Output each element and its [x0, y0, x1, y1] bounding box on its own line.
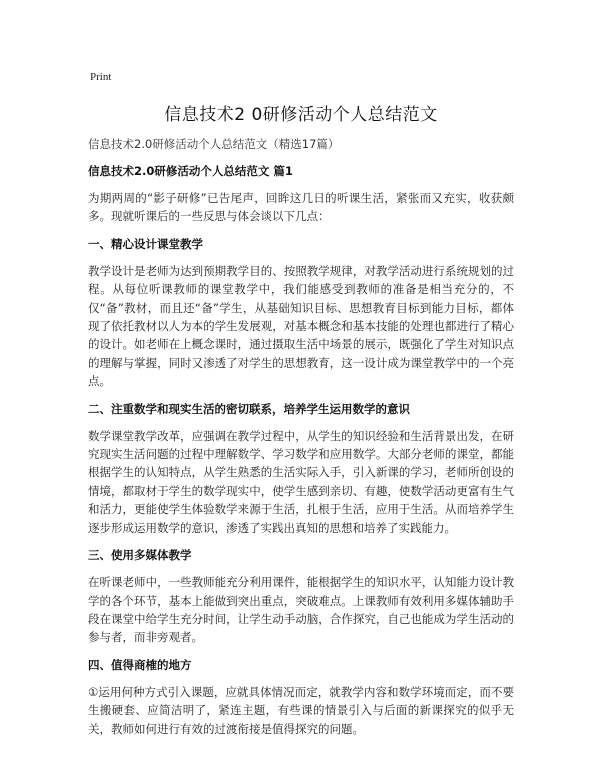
- section-heading-1: 一、精心设计课堂教学: [88, 236, 203, 251]
- section-heading-3: 三、使用多媒体教学: [88, 548, 192, 563]
- subtitle: 信息技术2.0研修活动个人总结范文（精选17篇）: [88, 137, 340, 151]
- section-body-1: 教学设计是老师为达到预期教学目的、按照教学规律，对教学活动进行系统规划的过程。从每位听课教师的课堂教学中，我们能感受到教师的准备是相当充分的，不仅“备”教材，而且还“备”学生，从基础知识目标、思想教育目标到能力目标，都体现了依托教材以人为本的学生发展观，对基本概念和基本技能的处理也都进行了精心的设计。如老师在上概念课时，通过摄取生活中场景的展示，既强化了学生对知识点的理解与掌握，同时又渗透了对学生的思想教育，这一设计成为课堂教学中的一个亮点。: [88, 263, 514, 389]
- print-label: Print: [90, 71, 112, 83]
- section-body-3: 在听课老师中，一些教师能充分利用课件，能根据学生的知识水平，认知能力设计教学的各个环节，基本上能做到突出重点，突破难点。上课教师有效利用多媒体辅助手段在课堂中给学生充分时间，让学生动手动脑，合作探究，自己也能成为学生活动的参与者，而非旁观者。: [88, 575, 514, 645]
- section-heading-4: 四、值得商榷的地方: [88, 657, 192, 672]
- section-heading-2: 二、注重数学和现实生活的密切联系，培养学生运用数学的意识: [88, 401, 410, 416]
- article-heading: 信息技术2.0研修活动个人总结范文 篇1: [88, 164, 293, 178]
- section-body-2: 数学课堂教学改革，应强调在教学过程中，从学生的知识经验和生活背景出发，在研究现实生活问题的过程中理解数学、学习数学和应用数学。大部分老师的课堂，都能根据学生的认知特点，从学生熟悉的生活实际入手，引入新课的学习，老师所创设的情境，都取材于学生的数学现实中，使学生感到亲切、有趣，使数学活动更富有生气和活力，更能使学生体验数学来源于生活，扎根于生活，应用于生活。从而培养学生逐步形成运用数学的意识，渗透了实践出真知的思想和培养了实践能力。: [88, 428, 514, 535]
- intro-paragraph: 为期两周的“影子研修”已告尾声，回眸这几日的听课生活，紧张而又充实，收获颇多。现就听课后的一些反思与体会谈以下几点：: [88, 191, 514, 224]
- section-body-4: ①运用何种方式引入课题，应就具体情况而定，就教学内容和数学环境而定，而不要生搬硬套、应简洁明了，紧连主题，有些课的情景引入与后面的新课探究的似乎无关，教师如何进行有效的过渡衔接是值得探究的问题。: [88, 684, 514, 736]
- page-title: 信息技术2 0研修活动个人总结范文: [164, 105, 438, 125]
